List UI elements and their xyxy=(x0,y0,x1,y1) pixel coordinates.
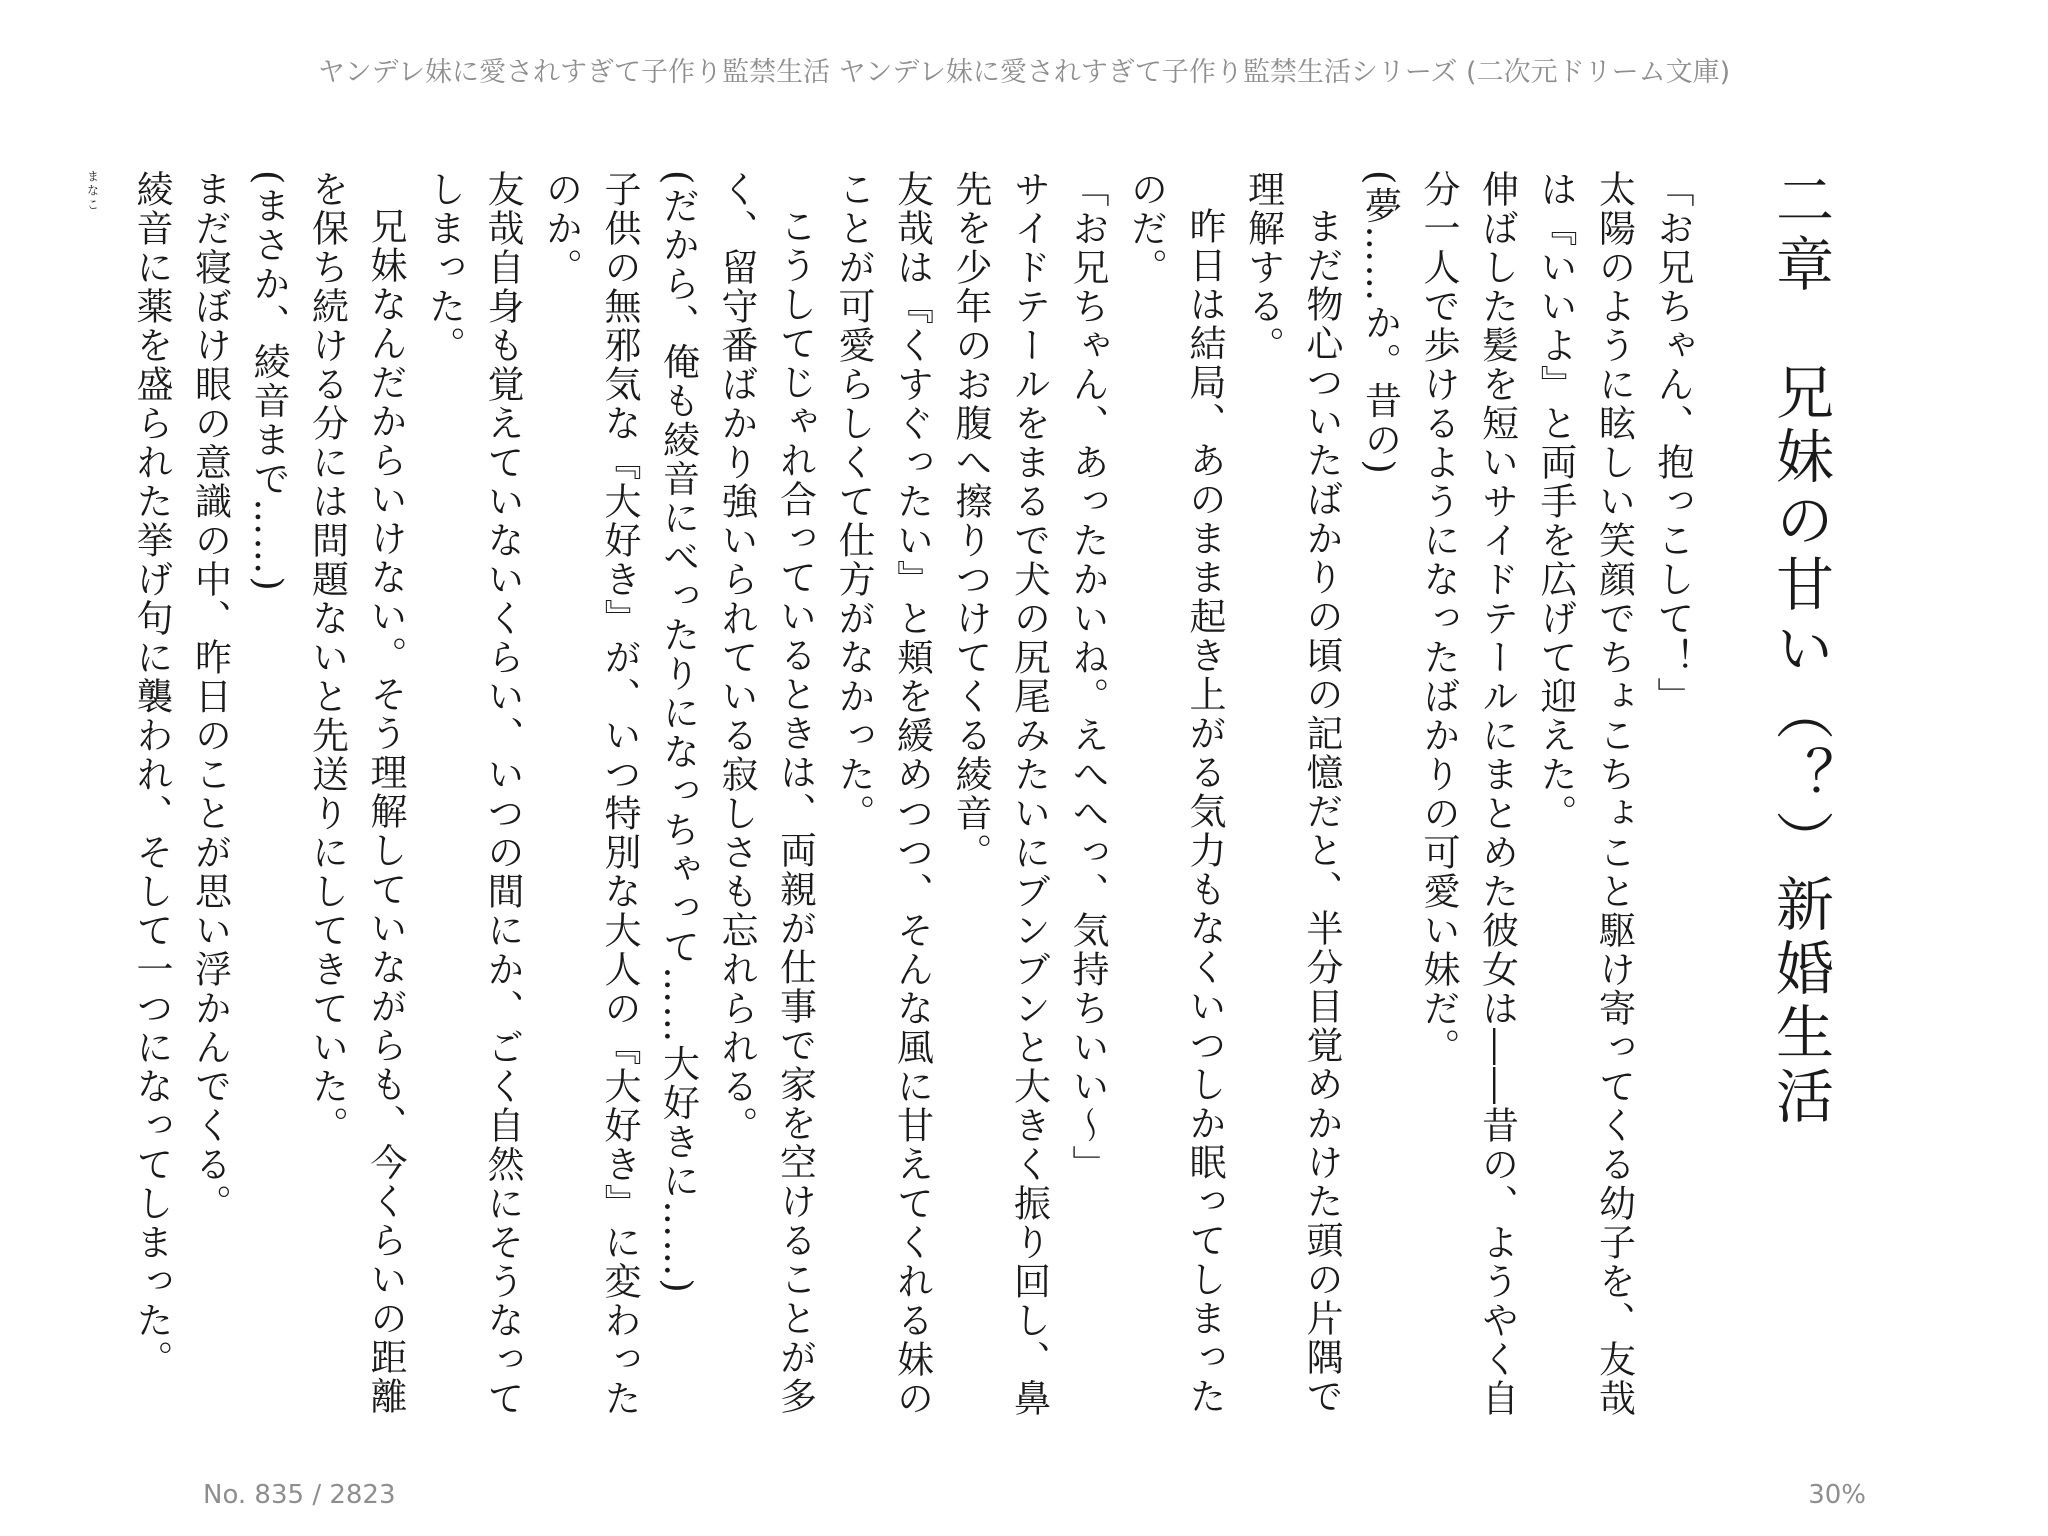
paragraph: まだ物心ついたばかりの頃の記憶だと、半分目覚めかけた頭の片隅で理解する。 xyxy=(1241,170,1343,1416)
paragraph: まだ寝ぼけ眼の意識の中、昨日のことが思い浮かんでくる。 xyxy=(188,170,232,1223)
paragraph: (夢……か。昔の) xyxy=(1358,170,1402,476)
paragraph: (だから、俺も綾音にべったりになっちゃって……大好きに……) xyxy=(656,170,700,1295)
location-indicator: No. 835 / 2823 xyxy=(203,1480,396,1510)
paragraph: 友哉自身も覚えていないくらい、いつの間にか、ごく自然にそうなってしまった。 xyxy=(422,170,524,1418)
paragraph: 伸ばした髪を短いサイドテールにまとめた彼女は――昔の、ようやく自分一人で歩けるようになったばかりの可愛い妹だ。 xyxy=(1417,170,1519,1418)
vertical-text-column xyxy=(63,170,1835,1440)
paragraph: 兄妹なんだからいけない。そう理解していながらも、今くらいの距離を保ち続ける分には問題ないと先送りにしてきていた。 xyxy=(305,170,407,1416)
progress-percent: 30% xyxy=(1808,1480,1866,1510)
chapter-title: 二章 兄妹の甘い（？）新婚生活 xyxy=(1766,170,1834,1130)
paragraph: 太陽のように眩しい笑顔でちょこちょこと駆け寄ってくる幼子を、友哉は『いいよ』と両手を広げて迎えた。 xyxy=(1534,170,1636,1418)
reader-page[interactable] xyxy=(85,170,1835,1460)
ruby-annotation: まなこ xyxy=(85,170,100,212)
paragraph: 「お兄ちゃん、抱っこして！」 xyxy=(1651,170,1694,716)
paragraph: 「お兄ちゃん、あったかいね。えへへっ、気持ちいい～」 xyxy=(1066,170,1109,1184)
book-title: ヤンデレ妹に愛されすぎて子作り監禁生活 ヤンデレ妹に愛されすぎて子作り監禁生活シリーズ (二次元ドリーム文庫) xyxy=(317,57,1731,88)
paragraph: こうしてじゃれ合っているときは、両親が仕事で家を空けることが多く、留守番ばかり強いられている寂しさも忘れられる。 xyxy=(715,170,817,1416)
paragraph: 友哉は『くすぐったい』と頬を緩めつつ、そんな風に甘えてくれる妹のことが可愛らしくて仕方がなかった。 xyxy=(832,170,934,1418)
paragraph: サイドテールをまるで犬の尻尾みたいにブンブンと大きく振り回し、鼻先を少年のお腹へ擦りつけてくる綾音。 xyxy=(949,170,1051,1418)
paragraph: 昨日は結局、あのまま起き上がる気力もなくいつしか眠ってしまったのだ。 xyxy=(1124,170,1226,1416)
paragraph: (まさか、綾音まで……) xyxy=(247,170,290,593)
paragraph: 子供の無邪気な『大好き』が、いつ特別な大人の『大好き』に変わったのか。 xyxy=(539,170,641,1418)
paragraph: 綾音に薬を盛られた挙げ句に襲われ、そして一つになってしまった。 xyxy=(130,170,173,1379)
